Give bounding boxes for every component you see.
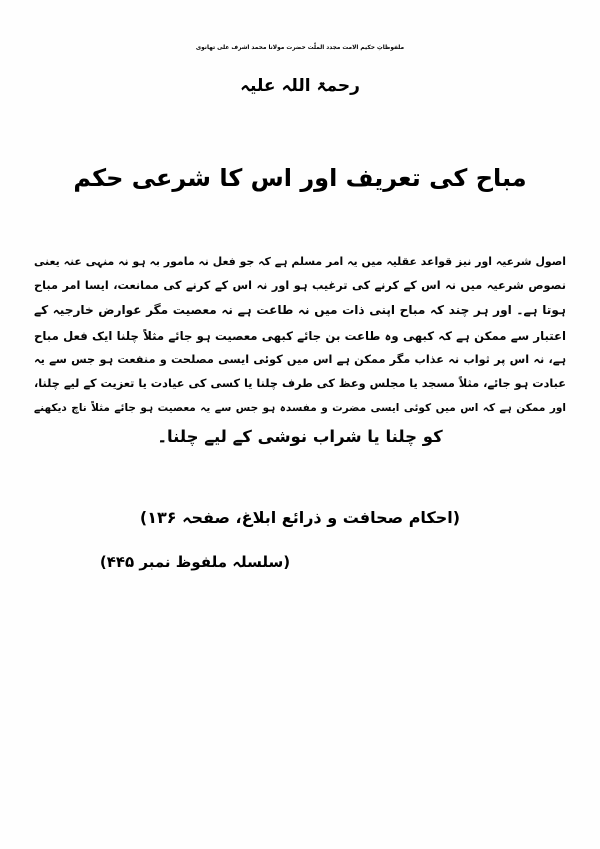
document-title: ملفوظاتِ حکیم الامت مجدد الملّت حضرت مولانا محمد اشرف علی تھانوی — [195, 45, 405, 51]
body-line: کو چلنا یا شراب نوشی کے لیے چلنا۔ — [157, 426, 443, 446]
body-line: ہے، نہ اس پر ثواب نہ عذاب مگر ممکن ہے اس میں کوئی ایسی مصلحت و منفعت ہو جس سے یہ — [34, 353, 566, 367]
body-line: اصول شرعیہ اور نیز قواعد عقلیہ میں یہ امر مسلم ہے کہ جو فعل نہ مامور بہ ہو نہ منہی عنہ یعنی — [34, 255, 566, 269]
body-line: عبادت ہو جائے، مثلاً مسجد یا مجلس وعظ کی طرف چلنا یا کسی کی عیادت یا تعزیت کے لیے چلنا، — [34, 377, 566, 391]
body-line: ہوتا ہے۔ اور ہر چند کہ مباح اپنی ذات میں نہ طاعت ہے نہ معصیت مگر عوارض خارجیہ کے — [34, 302, 566, 317]
body-line: نصوص شرعیہ میں نہ اس کے کرنے کی ترغیب ہو اور نہ اس کے کرنے کی ممانعت، ایسا امر مباح — [34, 278, 566, 292]
source-citation: (احکام صحافت و ذرائع ابلاغ، صفحہ ۱۳۶) — [139, 508, 461, 528]
series-citation: (سلسلہ ملفوظ نمبر ۴۴۵) — [99, 553, 291, 572]
body-text — [0, 250, 600, 454]
document-header — [0, 0, 600, 98]
document-subtitle: رحمۃ اللہ علیہ — [240, 75, 360, 96]
chapter-heading: مباح کی تعریف اور اس کا شرعی حکم — [73, 164, 527, 193]
body-line: اور ممکن ہے کہ اس میں کوئی ایسی مضرت و مفسدہ ہو جس سے یہ معصیت ہو جائے مثلاً ناچ دیکھنے — [34, 401, 566, 414]
body-line: اعتبار سے ممکن ہے کہ کبھی وہ طاعت بن جائے کبھی معصیت ہو جائے مثلاً چلنا ایک فعل مباح — [34, 328, 566, 343]
